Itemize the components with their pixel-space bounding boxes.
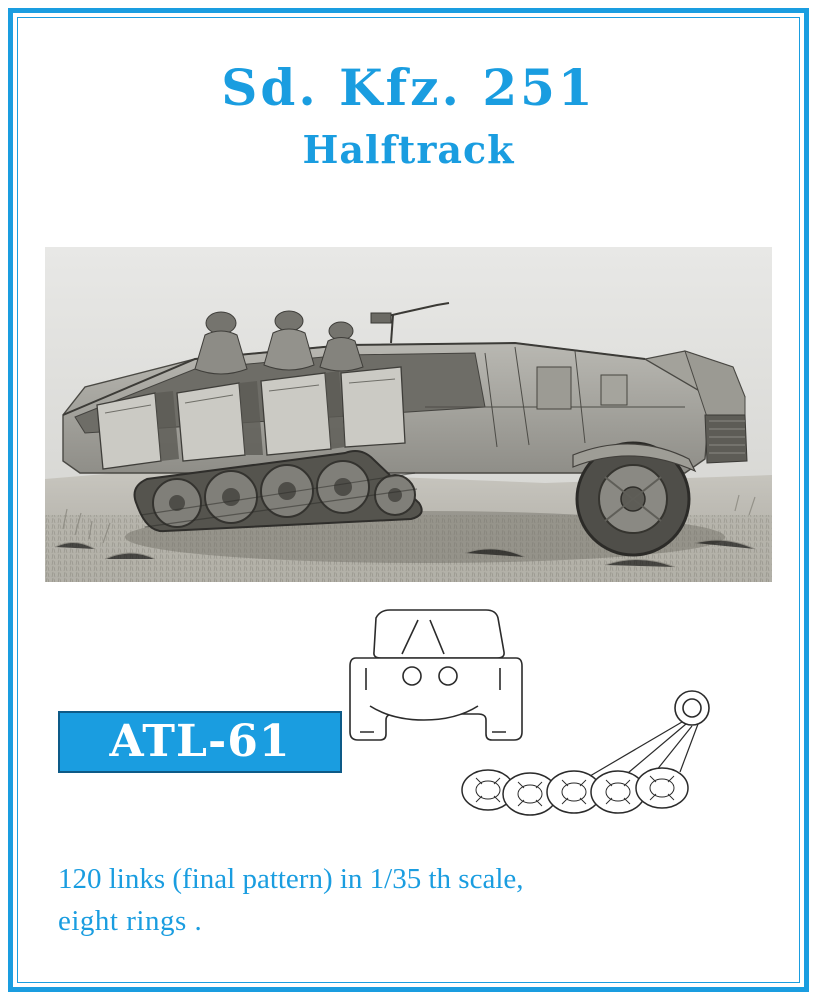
product-code-text: ATL-61 bbox=[109, 716, 291, 767]
page-subtitle: Halftrack bbox=[302, 126, 515, 172]
track-link-drawing bbox=[340, 600, 770, 840]
product-description bbox=[58, 858, 718, 942]
product-code-badge bbox=[58, 711, 342, 773]
description-line-2: eight rings . bbox=[58, 905, 203, 938]
description-line-1: 120 links (final pattern) in 1/35 th scale, bbox=[58, 863, 524, 895]
vehicle-photo bbox=[45, 247, 772, 582]
page-title: Sd. Kfz. 251 bbox=[221, 58, 596, 117]
title-block bbox=[30, 58, 787, 172]
track-link-drawing-image bbox=[340, 600, 770, 840]
vehicle-photo-image bbox=[45, 247, 772, 582]
